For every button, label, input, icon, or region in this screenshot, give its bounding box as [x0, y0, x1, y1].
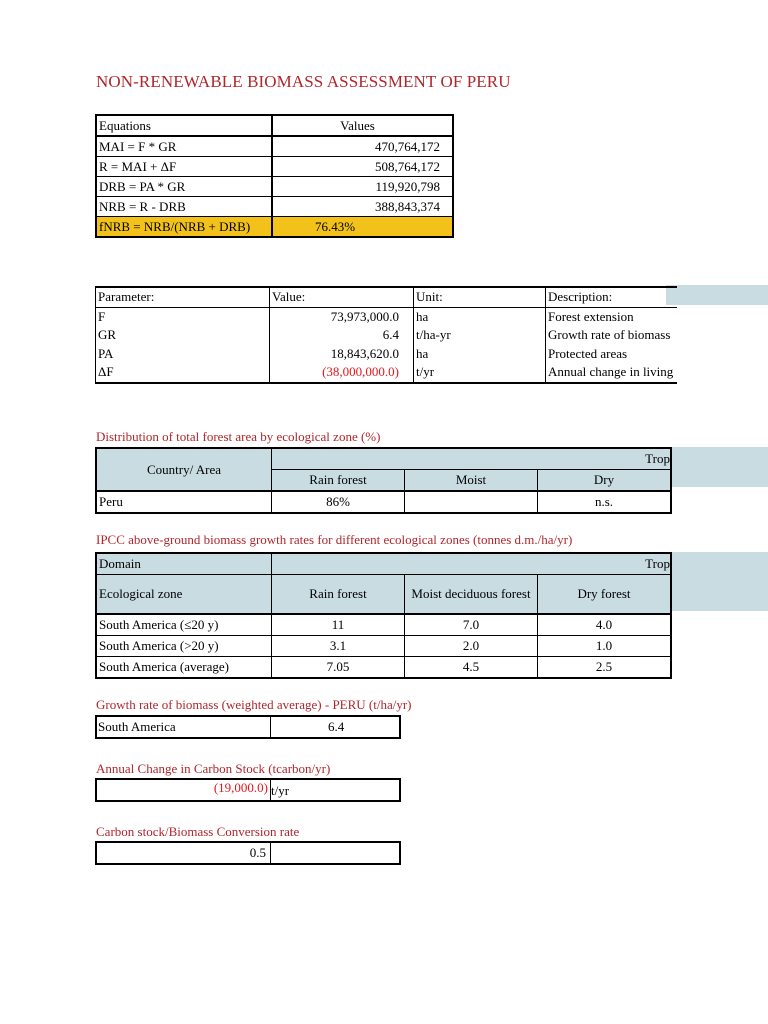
value-cell[interactable]: 7.0 — [405, 614, 538, 636]
page-title: NON-RENEWABLE BIOMASS ASSESSMENT OF PERU — [96, 72, 511, 91]
value-cell[interactable]: 1.0 — [538, 636, 672, 657]
value-cell-negative[interactable]: (38,000,000.0) — [270, 363, 414, 383]
values-header: Values — [272, 115, 453, 136]
zone-header-moist: Moist — [405, 470, 538, 492]
description-header: Description: — [546, 287, 678, 307]
tropical-group-header: Trop — [645, 556, 670, 571]
equation-cell[interactable]: NRB = R - DRB — [96, 197, 272, 217]
zone-header-moist-deciduous: Moist deciduous forest — [405, 575, 538, 615]
ecological-zone-header: Ecological zone — [96, 575, 272, 615]
zone-header-rain-forest: Rain forest — [272, 575, 405, 615]
cell-divider — [270, 717, 271, 737]
tropical-group-header: Trop — [645, 451, 670, 466]
table-row — [96, 363, 678, 383]
value-cell[interactable]: 119,920,798 — [272, 177, 453, 197]
carbon-change-unit: t/yr — [271, 783, 290, 798]
value-cell[interactable]: 4.5 — [405, 657, 538, 679]
conversion-caption: Carbon stock/Biomass Conversion rate — [96, 824, 300, 839]
conversion-value[interactable]: 0.5 — [249, 845, 266, 860]
zone-header-dry-forest: Dry forest — [538, 575, 672, 615]
table-row — [96, 614, 671, 636]
description-cell[interactable]: Protected areas — [546, 345, 678, 364]
parameter-cell[interactable]: ΔF — [96, 363, 270, 383]
value-cell[interactable]: 11 — [272, 614, 405, 636]
value-cell[interactable]: 470,764,172 — [272, 136, 453, 157]
equation-cell[interactable]: DRB = PA * GR — [96, 177, 272, 197]
description-cell[interactable]: Growth rate of biomass — [546, 326, 678, 345]
table-row-highlighted — [96, 217, 453, 238]
parameter-cell[interactable]: PA — [96, 345, 270, 364]
zone-cell[interactable]: South America (>20 y) — [96, 636, 272, 657]
parameters-table — [95, 286, 677, 384]
zone-cell[interactable]: South America (≤20 y) — [96, 614, 272, 636]
equations-header: Equations — [96, 115, 272, 136]
carbon-change-value[interactable]: (19,000.0) — [213, 780, 268, 795]
table-row — [96, 326, 678, 345]
table-row — [96, 491, 671, 513]
unit-cell[interactable]: ha — [414, 307, 546, 326]
value-cell[interactable]: 73,973,000.0 — [270, 307, 414, 326]
parameter-header: Parameter: — [96, 287, 270, 307]
table-row — [96, 636, 671, 657]
parameter-cell[interactable]: GR — [96, 326, 270, 345]
carbon-change-caption: Annual Change in Carbon Stock (tcarbon/yr) — [96, 761, 331, 776]
value-cell[interactable]: n.s. — [538, 491, 672, 513]
table-row — [96, 157, 453, 177]
value-cell[interactable]: 508,764,172 — [272, 157, 453, 177]
domain-header: Domain — [96, 553, 272, 575]
ipcc-growth-table — [95, 552, 672, 679]
country-cell[interactable]: Peru — [96, 491, 272, 513]
value-cell[interactable]: 4.0 — [538, 614, 672, 636]
table-row — [96, 177, 453, 197]
unit-cell[interactable]: t/ha-yr — [414, 326, 546, 345]
table-row — [96, 345, 678, 364]
value-cell[interactable]: 18,843,620.0 — [270, 345, 414, 364]
cell-divider — [270, 843, 271, 863]
unit-cell[interactable]: t/yr — [414, 363, 546, 383]
value-cell[interactable]: 2.5 — [538, 657, 672, 679]
description-cell[interactable]: Annual change in living — [546, 363, 678, 383]
value-cell[interactable]: 2.0 — [405, 636, 538, 657]
zone-header-dry: Dry — [538, 470, 672, 492]
value-cell[interactable]: 6.4 — [270, 326, 414, 345]
table-row — [96, 197, 453, 217]
equation-cell[interactable]: R = MAI + ΔF — [96, 157, 272, 177]
unit-cell[interactable]: ha — [414, 345, 546, 364]
growth-rate-label[interactable]: South America — [98, 719, 176, 734]
description-cell[interactable]: Forest extension — [546, 307, 678, 326]
unit-header: Unit: — [414, 287, 546, 307]
conversion-box — [95, 841, 401, 865]
distribution-caption: Distribution of total forest area by ecological zone (%) — [96, 429, 381, 444]
growth-rate-caption: Growth rate of biomass (weighted average) - PERU (t/ha/yr) — [96, 697, 412, 712]
carbon-change-box — [95, 778, 401, 802]
value-cell[interactable]: 7.05 — [272, 657, 405, 679]
equations-table — [95, 114, 454, 238]
value-header: Value: — [270, 287, 414, 307]
value-cell[interactable] — [405, 491, 538, 513]
equation-cell[interactable]: MAI = F * GR — [96, 136, 272, 157]
table-row — [96, 657, 671, 679]
equation-cell[interactable]: fNRB = NRB/(NRB + DRB) — [96, 217, 272, 238]
value-cell[interactable]: 86% — [272, 491, 405, 513]
header-band — [666, 447, 768, 487]
ipcc-caption: IPCC above-ground biomass growth rates for different ecological zones (tonnes d.m./ha/yr) — [96, 532, 573, 547]
fnrb-result-cell[interactable]: 76.43% — [272, 217, 453, 238]
table-row — [96, 136, 453, 157]
growth-rate-value[interactable]: 6.4 — [328, 719, 345, 734]
zone-cell[interactable]: South America (average) — [96, 657, 272, 679]
table-row — [96, 307, 678, 326]
value-cell[interactable]: 3.1 — [272, 636, 405, 657]
country-area-header: Country/ Area — [96, 448, 272, 491]
value-cell[interactable]: 388,843,374 — [272, 197, 453, 217]
header-band — [666, 285, 768, 305]
header-band — [666, 552, 768, 611]
zone-header-rain-forest: Rain forest — [272, 470, 405, 492]
parameter-cell[interactable]: F — [96, 307, 270, 326]
growth-rate-box — [95, 715, 401, 739]
distribution-table — [95, 447, 672, 514]
